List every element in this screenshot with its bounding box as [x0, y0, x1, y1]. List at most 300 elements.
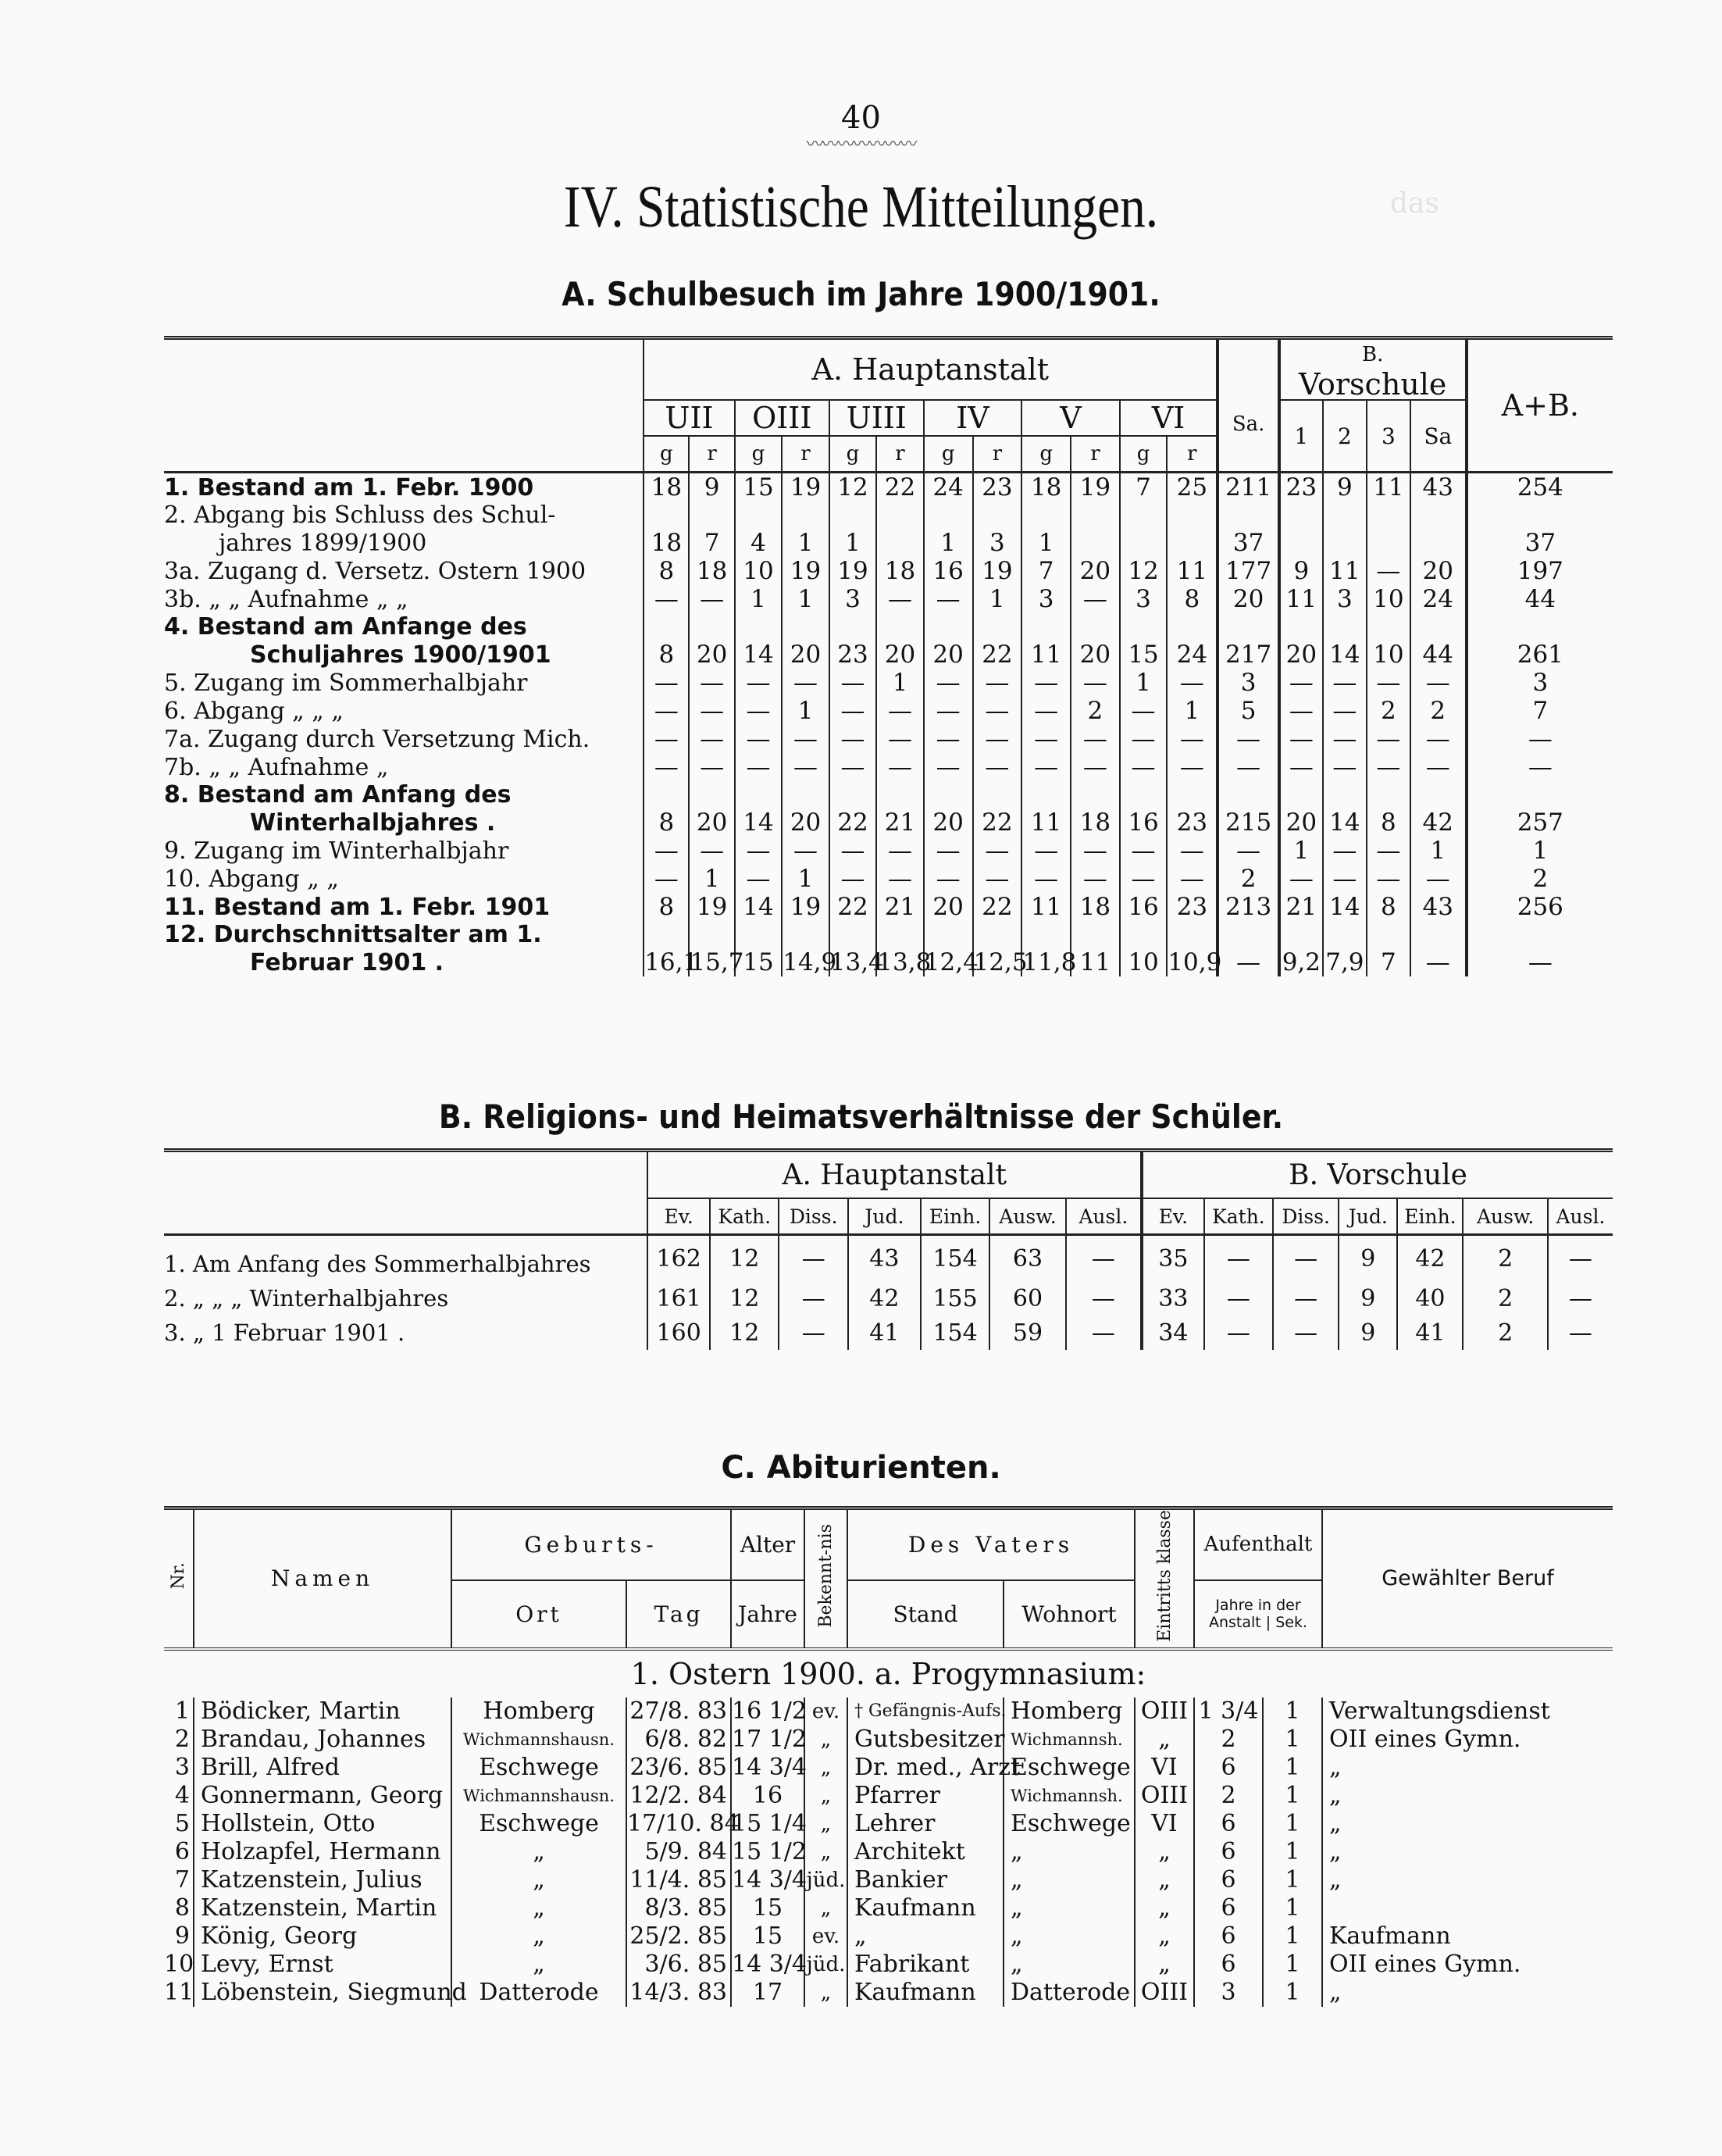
- header-eintrittsklasse: Eintritts klasse: [1154, 1510, 1175, 1642]
- table-cell: —: [924, 837, 973, 865]
- table-cell: [1218, 502, 1278, 529]
- table-cell: 9: [1279, 557, 1323, 585]
- birth-year-value: 84: [709, 1810, 740, 1838]
- table-cell: 21: [876, 893, 924, 921]
- table-cell: 4: [735, 529, 783, 557]
- table-cell: —: [1367, 865, 1410, 893]
- table-cell: 20: [1279, 808, 1323, 837]
- years-in-school: 6: [1194, 1866, 1263, 1894]
- header-vorschule-1: 1: [1294, 423, 1309, 449]
- table-cell: 20: [924, 641, 973, 669]
- table-cell: [735, 921, 783, 948]
- table-cell: [1071, 613, 1120, 641]
- table-cell: 41: [848, 1315, 921, 1350]
- table-cell: 162: [647, 1235, 710, 1282]
- table-cell: 1: [735, 585, 783, 613]
- table-cell: —: [1323, 669, 1367, 697]
- years-in-sek: 1: [1263, 1979, 1322, 2007]
- header-anstalt: Anstalt: [1208, 1614, 1261, 1632]
- table-cell: —: [689, 697, 734, 725]
- table-cell: [973, 502, 1022, 529]
- birth-year-value: 85: [697, 1866, 727, 1894]
- table-cell: —: [1367, 669, 1410, 697]
- table-cell: [1367, 921, 1410, 948]
- table-row: [164, 669, 1613, 697]
- table-cell: —: [735, 865, 783, 893]
- table-cell: 18: [689, 557, 734, 585]
- entry-class: „: [1135, 1922, 1194, 1951]
- table-cell: [689, 781, 734, 808]
- header-jahre: Jahre: [738, 1601, 797, 1627]
- table-cell: 1: [1279, 837, 1323, 865]
- table-cell: 22: [973, 893, 1022, 921]
- row-number: 7: [174, 1866, 190, 1894]
- table-cell: [782, 502, 829, 529]
- table-cell: —: [779, 1281, 847, 1315]
- table-cell: [644, 613, 689, 641]
- table-cell: 1: [782, 529, 829, 557]
- table-cell: —: [1367, 753, 1410, 781]
- years-in-school: 2: [1194, 1782, 1263, 1810]
- table-cell: —: [876, 697, 924, 725]
- table-cell: —: [644, 837, 689, 865]
- table-cell: 16: [1120, 808, 1168, 837]
- table-cell: —: [1021, 725, 1071, 753]
- table-cell: 22: [829, 893, 877, 921]
- table-cell: 1: [1467, 837, 1613, 865]
- table-row: [164, 781, 1613, 808]
- religion-table: [164, 1148, 1613, 1350]
- table-cell: —: [689, 725, 734, 753]
- age: 17: [731, 1979, 804, 2007]
- table-cell: —: [924, 697, 973, 725]
- years-in-sek: 1: [1263, 1810, 1322, 1838]
- row-label: jahres 1899/1900: [219, 529, 427, 557]
- father-residence: „: [1004, 1894, 1135, 1922]
- table-cell: [1167, 529, 1218, 557]
- table-cell: [1120, 921, 1168, 948]
- table-cell: 11: [1279, 585, 1323, 613]
- table-cell: —: [973, 697, 1022, 725]
- student-name: Hollstein, Otto: [194, 1810, 451, 1838]
- table-cell: 16: [924, 557, 973, 585]
- table-cell: 10: [1367, 585, 1410, 613]
- table-cell: —: [1218, 753, 1278, 781]
- table-cell: 19: [782, 893, 829, 921]
- table-cell: 15: [1120, 641, 1168, 669]
- header-nr: Nr.: [169, 1562, 188, 1590]
- table-cell: [689, 502, 734, 529]
- table-cell: 1: [1120, 669, 1168, 697]
- table-cell: 211: [1218, 473, 1278, 502]
- table-cell: [829, 502, 877, 529]
- header-g: g: [846, 442, 860, 466]
- row-label: 2. „ „ „ Winterhalbjahres: [164, 1285, 449, 1312]
- table-cell: —: [689, 669, 734, 697]
- table-row: [164, 921, 1613, 948]
- header-g: g: [751, 442, 765, 466]
- table-cell: 2: [1463, 1315, 1547, 1350]
- table-cell: 155: [921, 1281, 989, 1315]
- chosen-career: „: [1322, 1979, 1613, 2007]
- table-cell: [1467, 781, 1613, 808]
- row-label: 10. Abgang „ „: [164, 865, 339, 893]
- age: 14 3/4: [732, 1866, 807, 1894]
- row-label: 3a. Zugang d. Versetz. Ostern 1900: [164, 557, 586, 585]
- birth-place: „: [451, 1922, 626, 1951]
- table-cell: 1: [782, 585, 829, 613]
- table-cell: 9: [1323, 473, 1367, 502]
- table-cell: [1021, 613, 1071, 641]
- table-cell: [644, 781, 689, 808]
- table-cell: [973, 781, 1022, 808]
- table-cell: —: [1204, 1281, 1273, 1315]
- table-cell: —: [1367, 837, 1410, 865]
- table-cell: [1167, 613, 1218, 641]
- table-cell: 12: [829, 473, 877, 502]
- chosen-career: Kaufmann: [1322, 1922, 1613, 1951]
- table-cell: 24: [1410, 585, 1467, 613]
- table-cell: [973, 921, 1022, 948]
- table-cell: 13,8: [877, 948, 932, 976]
- table-cell: [1467, 613, 1613, 641]
- table-row: [164, 865, 1613, 893]
- table-cell: [1410, 781, 1467, 808]
- table-cell: [829, 613, 877, 641]
- table-cell: 7: [1367, 948, 1410, 976]
- table-cell: 3: [973, 529, 1022, 557]
- table-cell: [735, 781, 783, 808]
- table-cell: 18: [876, 557, 924, 585]
- school-attendance-table: [164, 336, 1613, 976]
- row-label: 4. Bestand am Anfange des: [164, 613, 527, 641]
- table-cell: 19: [1071, 473, 1120, 502]
- table-cell: 37: [1467, 529, 1613, 557]
- header-vorschule-2: 2: [1337, 423, 1352, 449]
- table-cell: 14: [1323, 808, 1367, 837]
- table-row: [164, 641, 1613, 669]
- confession: ev.: [804, 1922, 847, 1951]
- row-number: 8: [174, 1894, 190, 1922]
- table-row: [164, 585, 1613, 613]
- birth-day: [626, 1922, 731, 1951]
- table-cell: 19: [829, 557, 877, 585]
- table-cell: 44: [1467, 585, 1613, 613]
- birth-day: [626, 1697, 731, 1726]
- header-sek: Sek.: [1275, 1614, 1308, 1632]
- table-cell: 22: [973, 641, 1022, 669]
- table-cell: [1218, 781, 1278, 808]
- table-cell: [1120, 613, 1168, 641]
- row-label: 6. Abgang „ „ „: [164, 697, 344, 725]
- chosen-career: „: [1322, 1754, 1613, 1782]
- years-in-school: 6: [1194, 1838, 1263, 1866]
- birth-day: [626, 1979, 731, 2007]
- table-cell: 22: [876, 473, 924, 502]
- table-cell: 25: [1167, 473, 1218, 502]
- student-name: Brill, Alfred: [194, 1754, 451, 1782]
- table-cell: —: [1279, 753, 1323, 781]
- birth-place: „: [451, 1951, 626, 1979]
- years-in-school: 6: [1194, 1922, 1263, 1951]
- table-row: [164, 557, 1613, 585]
- table-cell: 20: [1279, 641, 1323, 669]
- table-cell: 21: [1279, 893, 1323, 921]
- years-in-sek: 1: [1263, 1697, 1322, 1726]
- header-ort: Ort: [515, 1601, 562, 1627]
- table-row: [164, 473, 1613, 502]
- table-cell: —: [1167, 669, 1218, 697]
- table-row: [164, 1697, 1613, 1726]
- chosen-career: „: [1322, 1810, 1613, 1838]
- row-label: 3b. „ „ Aufnahme „ „: [164, 585, 408, 613]
- column-header: Ausl.: [1548, 1198, 1613, 1235]
- age: 14 3/4: [732, 1754, 807, 1782]
- header-aufenthalt: Aufenthalt: [1203, 1533, 1313, 1557]
- table-cell: —: [1323, 697, 1367, 725]
- confession: jüd.: [804, 1866, 847, 1894]
- table-cell: 20: [689, 808, 734, 837]
- table-cell: 2: [1071, 697, 1120, 725]
- table-cell: 24: [1167, 641, 1218, 669]
- birth-year-value: 83: [697, 1697, 727, 1726]
- table-cell: —: [735, 725, 783, 753]
- student-name: Holzapfel, Hermann: [194, 1838, 451, 1866]
- table-cell: [876, 502, 924, 529]
- table-cell: [1323, 613, 1367, 641]
- page-title: IV. Statistische Mitteilungen.: [563, 174, 1159, 240]
- table-cell: [782, 781, 829, 808]
- table-cell: 10: [735, 557, 783, 585]
- table-cell: [1279, 502, 1323, 529]
- row-number: 3: [174, 1754, 190, 1782]
- table-cell: 13,4: [829, 948, 884, 976]
- birth-place: „: [451, 1838, 626, 1866]
- table-cell: —: [1410, 865, 1467, 893]
- table-cell: [644, 502, 689, 529]
- table-row: [164, 613, 1613, 641]
- column-header: Kath.: [1204, 1198, 1273, 1235]
- table-cell: —: [1021, 697, 1071, 725]
- table-cell: [1410, 529, 1467, 557]
- header-vorschule-3: 3: [1381, 423, 1396, 449]
- chosen-career: Verwaltungsdienst: [1322, 1697, 1613, 1726]
- table-cell: —: [876, 837, 924, 865]
- table-cell: —: [735, 837, 783, 865]
- table-cell: —: [782, 753, 829, 781]
- table-cell: —: [1066, 1315, 1142, 1350]
- birth-year-value: 84: [697, 1838, 727, 1866]
- entry-class: OIII: [1135, 1782, 1194, 1810]
- table-cell: 10: [1367, 641, 1410, 669]
- chosen-career: „: [1322, 1866, 1613, 1894]
- table-cell: 23: [1167, 808, 1218, 837]
- table-cell: —: [1120, 753, 1168, 781]
- table-cell: [973, 613, 1022, 641]
- header-class-uii: UII: [665, 401, 714, 435]
- table-row: [164, 1810, 1613, 1838]
- confession: jüd.: [804, 1951, 847, 1979]
- table-cell: 9,2: [1279, 948, 1323, 976]
- table-cell: —: [1273, 1315, 1339, 1350]
- table-cell: 217: [1218, 641, 1278, 669]
- birth-day-value: 25/2.: [629, 1922, 690, 1951]
- years-in-sek: 1: [1263, 1894, 1322, 1922]
- table-cell: 154: [921, 1235, 989, 1282]
- table-cell: [924, 613, 973, 641]
- table-cell: 18: [1071, 893, 1120, 921]
- table-cell: [1367, 502, 1410, 529]
- confession: „: [804, 1894, 847, 1922]
- table-cell: 14: [1323, 641, 1367, 669]
- table-cell: 10: [1120, 948, 1168, 976]
- student-name: Katzenstein, Julius: [194, 1866, 451, 1894]
- table-cell: —: [973, 837, 1022, 865]
- table-cell: 44: [1410, 641, 1467, 669]
- table-cell: 7: [1120, 473, 1168, 502]
- father-residence: Wichmannsh.: [1004, 1782, 1135, 1810]
- table-cell: [924, 921, 973, 948]
- entry-class: VI: [1135, 1754, 1194, 1782]
- table-cell: 37: [1218, 529, 1278, 557]
- row-label: 5. Zugang im Sommerhalbjahr: [164, 669, 528, 697]
- student-name: Katzenstein, Martin: [194, 1894, 451, 1922]
- table-cell: —: [924, 585, 973, 613]
- table-cell: 20: [689, 641, 734, 669]
- table-cell: —: [973, 669, 1022, 697]
- table-cell: —: [1021, 837, 1071, 865]
- column-header: Einh.: [1397, 1198, 1463, 1235]
- table-cell: —: [924, 725, 973, 753]
- table-cell: —: [1071, 865, 1120, 893]
- student-name: Bödicker, Martin: [194, 1697, 451, 1726]
- table-row: [164, 1922, 1613, 1951]
- chosen-career: „: [1322, 1782, 1613, 1810]
- years-in-sek: 1: [1263, 1866, 1322, 1894]
- table-cell: —: [1120, 837, 1168, 865]
- column-header: Jud.: [848, 1198, 921, 1235]
- chosen-career: OII eines Gymn.: [1322, 1951, 1613, 1979]
- table-cell: 23: [829, 641, 877, 669]
- table-cell: 8: [644, 808, 689, 837]
- father-occupation: „: [847, 1922, 1004, 1951]
- table-cell: 20: [924, 893, 973, 921]
- table-row: [164, 1951, 1613, 1979]
- subheading-ostern-1900: 1. Ostern 1900. a. Progymnasium:: [630, 1656, 1146, 1691]
- table-cell: [1120, 781, 1168, 808]
- row-label: 3. „ 1 Februar 1901 .: [164, 1319, 405, 1346]
- age: 14 3/4: [732, 1951, 807, 1979]
- bleed-through-text: das: [1390, 187, 1439, 220]
- table-row: [164, 725, 1613, 753]
- birth-year-value: 85: [697, 1894, 727, 1922]
- table-cell: [876, 529, 924, 557]
- age: 16: [731, 1782, 804, 1810]
- entry-class: VI: [1135, 1810, 1194, 1838]
- table-row: [164, 1979, 1613, 2007]
- table-cell: 11: [1071, 948, 1120, 976]
- birth-place: „: [451, 1866, 626, 1894]
- age: 15 1/4: [732, 1810, 807, 1838]
- table-cell: —: [1218, 837, 1278, 865]
- table-cell: [1167, 781, 1218, 808]
- column-header: Ausw.: [1463, 1198, 1547, 1235]
- table-cell: —: [689, 753, 734, 781]
- table-cell: [1120, 502, 1168, 529]
- table-cell: 20: [1071, 557, 1120, 585]
- column-header: Ev.: [647, 1198, 710, 1235]
- table-cell: 1: [829, 529, 877, 557]
- column-header: Ev.: [1142, 1198, 1204, 1235]
- table-cell: 23: [973, 473, 1022, 502]
- years-in-school: 2: [1194, 1726, 1263, 1754]
- table-row: [164, 529, 1613, 557]
- header-sa: Sa.: [1232, 412, 1265, 436]
- table-cell: 9: [1339, 1281, 1397, 1315]
- father-occupation: Dr. med., Arzt: [847, 1754, 1004, 1782]
- table-cell: —: [1323, 865, 1367, 893]
- section-c-title: C. Abiturienten.: [721, 1450, 1001, 1486]
- table-cell: 60: [989, 1281, 1065, 1315]
- table-cell: [1218, 613, 1278, 641]
- row-label: 12. Durchschnittsalter am 1.: [164, 921, 542, 948]
- table-cell: 24: [924, 473, 973, 502]
- father-occupation: Architekt: [847, 1838, 1004, 1866]
- table-cell: 7: [1467, 697, 1613, 725]
- table-cell: —: [1410, 725, 1467, 753]
- table-cell: 7: [689, 529, 734, 557]
- birth-day-value: 3/6.: [644, 1951, 690, 1979]
- table-cell: [1410, 921, 1467, 948]
- header-vorschule: Vorschule: [1299, 367, 1447, 402]
- table-cell: —: [1467, 948, 1613, 976]
- birth-day: [626, 1866, 731, 1894]
- row-label: 7b. „ „ Aufnahme „: [164, 753, 389, 781]
- row-number: 6: [174, 1838, 190, 1866]
- birth-day: [626, 1894, 731, 1922]
- table-row: [164, 1866, 1613, 1894]
- table-cell: 215: [1218, 808, 1278, 837]
- table-cell: —: [829, 725, 877, 753]
- table-cell: —: [1279, 725, 1323, 753]
- birth-place: „: [451, 1894, 626, 1922]
- table-cell: [735, 613, 783, 641]
- table-cell: —: [1204, 1235, 1273, 1282]
- table-cell: —: [829, 837, 877, 865]
- table-cell: —: [1467, 753, 1613, 781]
- table-row: [164, 1782, 1613, 1810]
- table-cell: 2: [1467, 865, 1613, 893]
- table-cell: —: [1548, 1281, 1613, 1315]
- table-cell: 257: [1467, 808, 1613, 837]
- table-cell: —: [1167, 725, 1218, 753]
- header-r: r: [895, 442, 905, 466]
- table-cell: 42: [1410, 808, 1467, 837]
- table-cell: [1021, 781, 1071, 808]
- table-cell: [644, 921, 689, 948]
- table-cell: [876, 613, 924, 641]
- table-row: [164, 1281, 1613, 1315]
- table-cell: 1: [689, 865, 734, 893]
- column-header: Jud.: [1339, 1198, 1397, 1235]
- table-cell: —: [779, 1235, 847, 1282]
- table-cell: —: [1120, 865, 1168, 893]
- header-b-vorschule: B. Vorschule: [1289, 1158, 1467, 1191]
- student-name: König, Georg: [194, 1922, 451, 1951]
- father-occupation: Pfarrer: [847, 1782, 1004, 1810]
- table-cell: [1120, 529, 1168, 557]
- table-cell: —: [735, 753, 783, 781]
